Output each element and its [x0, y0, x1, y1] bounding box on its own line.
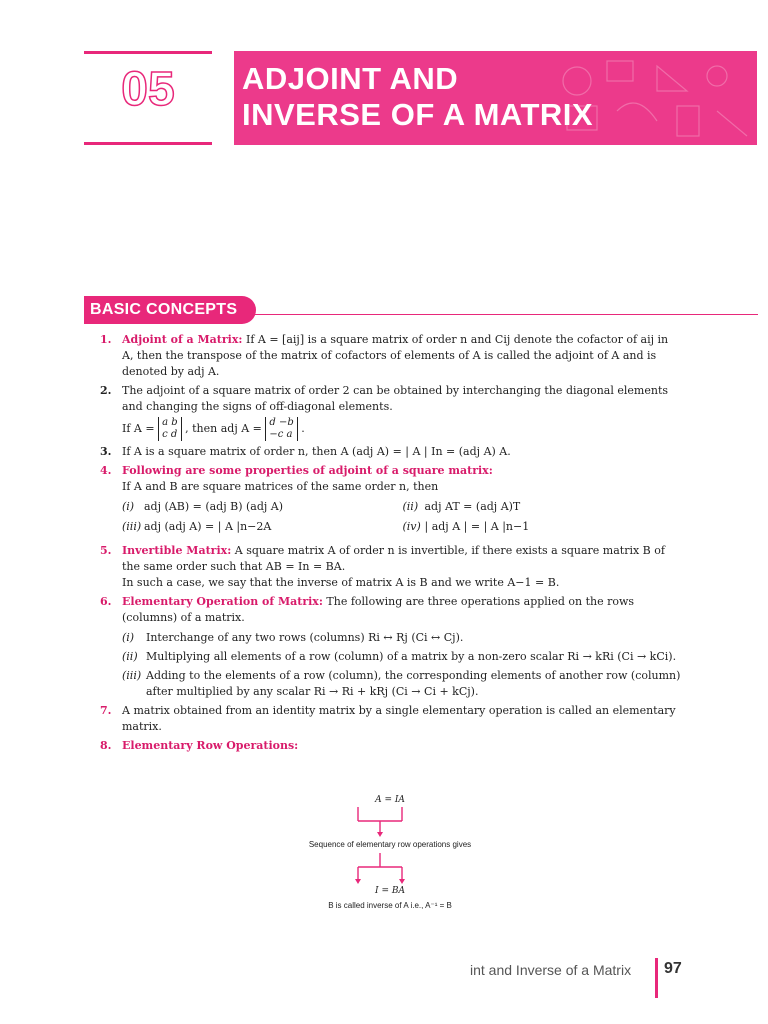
running-title: int and Inverse of a Matrix [470, 962, 632, 978]
list-item: 8. Elementary Row Operations: [100, 739, 299, 752]
chapter-rule-bottom [84, 142, 212, 145]
diagram-middle-label: Sequence of elementary row operations gives [308, 840, 472, 849]
section-heading: BASIC CONCEPTS [84, 296, 256, 324]
matrix-a: a b c d [158, 417, 182, 441]
chapter-rule-top [84, 51, 212, 54]
list-item: 1. Adjoint of a Matrix: If A = [aij] is a square matrix of order n and Cij denote the cofactor of aij in A, then the transpose of the matrix of cofactors of elements of A is called the adjoint of A and is denoted by adj A. [100, 333, 669, 378]
list-item: 7. A matrix obtained from an identity matrix by a single elementary operation is called an elementary matrix. [100, 704, 676, 733]
chapter-number: 05 [121, 63, 175, 116]
diagram-caption: B is called inverse of A i.e., A⁻¹ = B [328, 901, 452, 910]
matrix-example: If A = a b c d , then adj A = d −b −c a . [122, 417, 305, 440]
list-item: 2. The adjoint of a square matrix of order 2 can be obtained by interchanging the diagonal elements and changing the signs of off-diagonal elements. If A = a b c d , then adj A = d −b −c a . [100, 383, 683, 441]
page-number: 97 [664, 960, 682, 977]
basic-concepts-list [100, 332, 683, 757]
list-item: 6. Elementary Operation of Matrix: The following are three operations applied on the rows (columns) of a matrix. (i) Interchange of any two rows (columns) Ri ↔ Rj (Ci ↔ Cj). (ii) Multiplying all elements of a row (column) of a matrix by a non-zero scalar Ri → kRi (Ci → kCi). (iii) Adding to the elements of a row (column), the corresponding elements of another row (column) after multiplied by any scalar Ri → Ri + kRj (Ci → Ci + kCj). [100, 595, 681, 698]
footer-divider [655, 958, 658, 998]
diagram-bottom-equation: I = BA [375, 886, 405, 896]
chapter-title-banner [234, 51, 757, 145]
list-item: 4. Following are some properties of adjoint of a square matrix: If A and B are square matrices of the same order n, then (i) adj (AB) = (adj B) (adj A) (ii) adj AT = (adj A)T (iii) adj (adj A) = | A |n−2A (iv) | adj A | = | A |n−1 [100, 464, 530, 533]
diagram-top-equation: A = IA [375, 795, 405, 805]
chapter-title: ADJOINT AND INVERSE OF A MATRIX [242, 61, 594, 132]
list-item: 3. If A is a square matrix of order n, then A (adj A) = | A | In = (adj A) A. [100, 445, 511, 458]
matrix-adj-a: d −b −c a [265, 417, 297, 441]
list-item: 5. Invertible Matrix: A square matrix A of order n is invertible, if there exists a square matrix B of the same order such that AB = In = BA. In such a case, we say that the inverse of matrix A is B and we write A−1 = B. [100, 544, 665, 589]
